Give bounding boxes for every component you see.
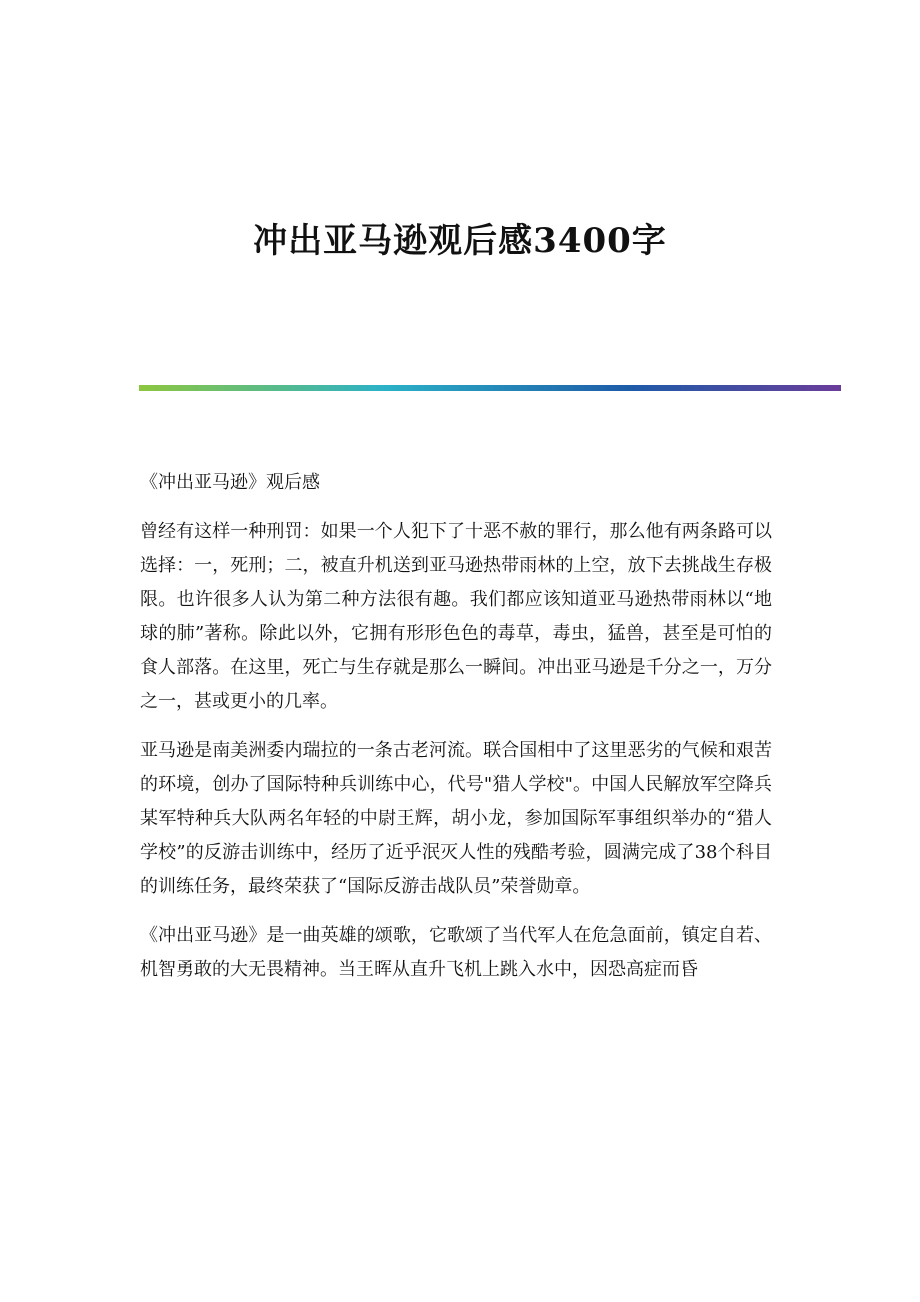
paragraph: 曾经有这样一种刑罚：如果一个人犯下了十恶不赦的罪行，那么他有两条路可以选择：一，死刑；二，被直升机送到亚马逊热带雨林的上空，放下去挑战生存极限。也许很多人认为第二种方法很有趣。我们都应该知道亚马逊热带雨林以“地球的肺”著称。除此以外，它拥有形形色色的毒草，毒虫，猛兽，甚至是可怕的食人部落。在这里，死亡与生存就是那么一瞬间。冲出亚马逊是千分之一，万分之一，甚或更小的几率。 bbox=[140, 521, 772, 712]
document-title: 冲出亚马逊观后感3400字 bbox=[253, 221, 667, 261]
paragraph: 《冲出亚马逊》是一曲英雄的颂歌，它歌颂了当代军人在危急面前，镇定自若、机智勇敢的大无畏精神。当王晖从直升飞机上跳入水中，因恐高症而昏 bbox=[140, 925, 772, 980]
paragraph: 亚马逊是南美洲委内瑞拉的一条古老河流。联合国相中了这里恶劣的气候和艰苦的环境，创办了国际特种兵训练中心，代号"猎人学校"。中国人民解放军空降兵某军特种兵大队两名年轻的中尉王辉，胡小龙，参加国际军事组织举办的“猎人学校”的反游击训练中，经历了近乎泯灭人性的残酷考验，圆满完成了38个科目的训练任务，最终荣获了“国际反游击战队员”荣誉勋章。 bbox=[140, 740, 772, 897]
section-subtitle: 《冲出亚马逊》观后感 bbox=[140, 472, 320, 493]
document-body bbox=[140, 466, 772, 1002]
title-divider bbox=[139, 385, 841, 391]
